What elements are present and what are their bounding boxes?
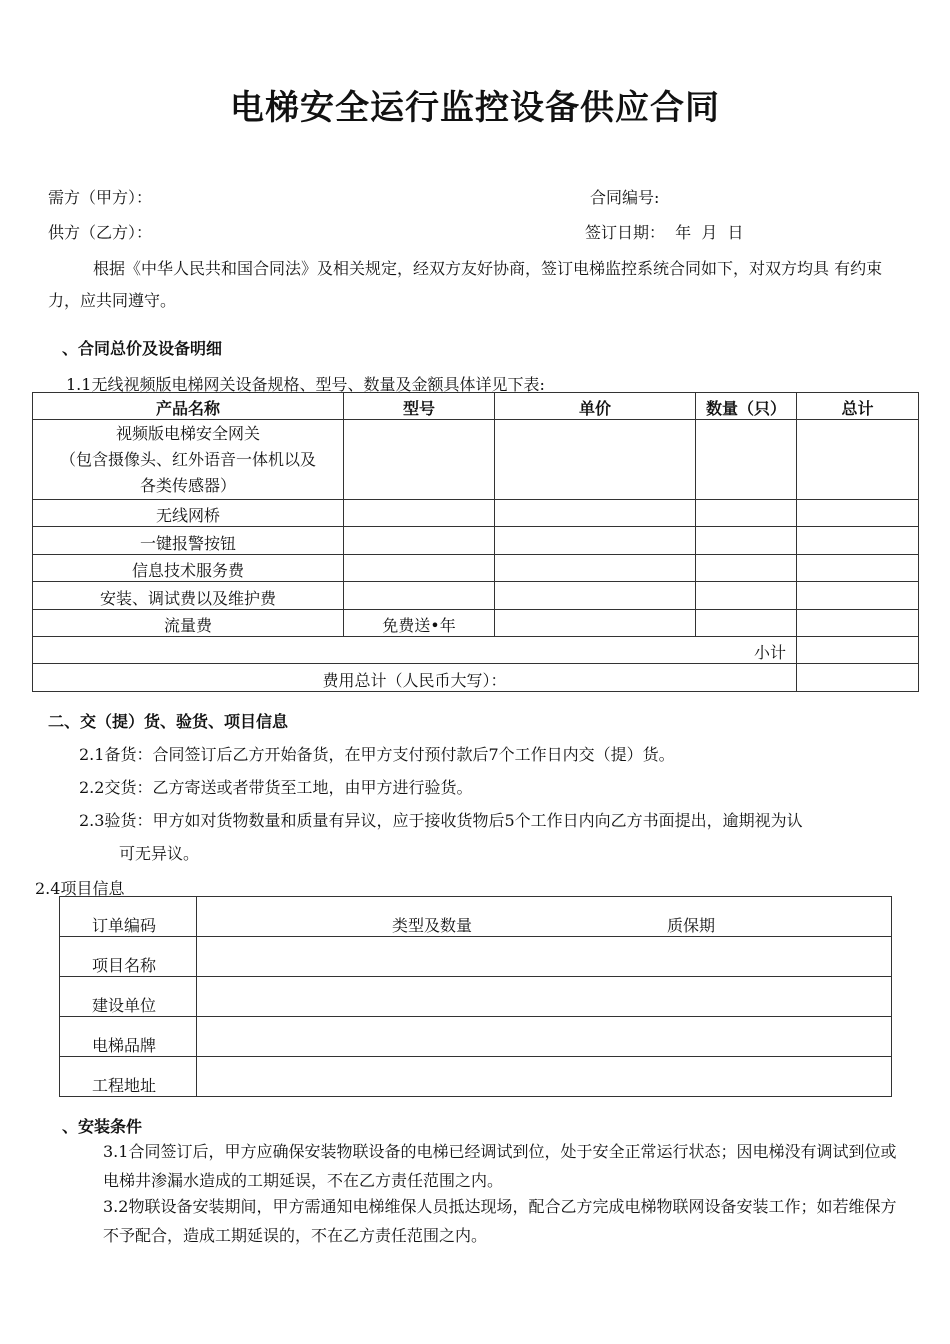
table-cell [696, 582, 797, 610]
product-name-cell: 无线网桥 [33, 500, 344, 527]
section2-heading: 二、交（提）货、验货、项目信息 [48, 712, 289, 731]
subtotal-value-cell [797, 637, 919, 664]
table-cell [797, 555, 919, 582]
table-row [33, 527, 919, 555]
table-cell [344, 500, 495, 527]
construction-unit-label: 建设单位 [60, 977, 197, 1017]
intro-paragraph: 根据《中华人民共和国合同法》及相关规定，经双方友好协商，签订电梯监控系统合同如下，对双方均具 有约束力，应共同遵守。 [48, 259, 883, 310]
elevator-brand-label: 电梯品牌 [60, 1017, 197, 1057]
table-cell [197, 1057, 892, 1097]
column-header-unit-price: 单价 [495, 393, 696, 420]
table-row [60, 937, 892, 977]
table-cell [197, 977, 892, 1017]
table-cell [696, 610, 797, 637]
table-cell [344, 420, 495, 500]
seller-label: 供方（乙方）： [48, 223, 153, 242]
subtotal-row [33, 637, 919, 664]
product-name-line: 各类传感器） [139, 475, 236, 495]
clause-3-2: 3.2物联设备安装期间，甲方需通知电梯维保人员抵达现场，配合乙方完成电梯物联网设备安装工作；如若维保方不予配合，造成工期延误的，不在乙方责任范围之内。 [103, 1197, 897, 1245]
table-cell [696, 555, 797, 582]
table-cell [696, 527, 797, 555]
table-row [33, 610, 919, 637]
product-name-cell: 安装、调试费以及维护费 [33, 582, 344, 610]
table-cell [696, 420, 797, 500]
type-quantity-label: 类型及数量 [197, 897, 668, 937]
order-code-label: 订单编码 [60, 897, 197, 937]
clause-2-2: 2.2交货：乙方寄送或者带货至工地，由甲方进行验货。 [79, 778, 473, 797]
table-cell [797, 610, 919, 637]
column-header-quantity: 数量（只） [696, 393, 797, 420]
table-cell [495, 582, 696, 610]
table-row [33, 500, 919, 527]
buyer-label: 需方（甲方）： [48, 188, 153, 207]
section1-subheading: 1.1无线视频版电梯网关设备规格、型号、数量及金额具体详见下表: [66, 375, 545, 394]
project-info-table [59, 896, 892, 1097]
model-cell: 免费送•年 [344, 610, 495, 637]
project-name-label: 项目名称 [60, 937, 197, 977]
grand-total-value-cell [797, 664, 919, 692]
grand-total-row [33, 664, 919, 692]
table-cell [797, 500, 919, 527]
grand-total-label: 费用总计（人民币大写）： [33, 664, 797, 692]
table-row [60, 1017, 892, 1057]
table-row [60, 1057, 892, 1097]
table-cell [495, 527, 696, 555]
table-row [33, 420, 919, 500]
product-name-cell [33, 420, 344, 500]
equipment-table [32, 392, 919, 692]
column-header-product: 产品名称 [33, 393, 344, 420]
table-cell [344, 527, 495, 555]
contract-number-label: 合同编号: [590, 188, 660, 207]
clause-2-1: 2.1备货：合同签订后乙方开始备货，在甲方支付预付款后7个工作日内交（提）货。 [79, 745, 675, 764]
column-header-total: 总计 [797, 393, 919, 420]
table-row [33, 582, 919, 610]
product-name-line: 视频版电梯安全网关 [115, 423, 260, 443]
project-address-label: 工程地址 [60, 1057, 197, 1097]
clause-3-1: 3.1合同签订后，甲方应确保安装物联设备的电梯已经调试到位，处于安全正常运行状态；因电梯没有调试到位或电梯井渗漏水造成的工期延误，不在乙方责任范围之内。 [103, 1142, 897, 1190]
table-cell [344, 582, 495, 610]
product-name-cell: 信息技术服务费 [33, 555, 344, 582]
table-row [60, 977, 892, 1017]
table-cell [495, 555, 696, 582]
table-cell [797, 420, 919, 500]
section1-heading: 、合同总价及设备明细 [62, 339, 223, 358]
project-info-label: 2.4项目信息 [35, 879, 125, 898]
warranty-label: 质保期 [667, 897, 892, 937]
table-cell [344, 555, 495, 582]
table-row [33, 555, 919, 582]
table-cell [495, 420, 696, 500]
sign-date-label: 签订日期： 年 月 日 [585, 223, 744, 242]
table-cell [495, 500, 696, 527]
subtotal-label: 小计 [33, 637, 797, 664]
section3-heading: 、安装条件 [62, 1117, 143, 1136]
table-cell [495, 610, 696, 637]
clause-2-3: 2.3验货：甲方如对货物数量和质量有异议，应于接收货物后5个工作日内向乙方书面提出，逾期视为认 [79, 811, 803, 830]
table-cell [197, 1017, 892, 1057]
column-header-model: 型号 [344, 393, 495, 420]
product-name-cell: 一键报警按钮 [33, 527, 344, 555]
document-title: 电梯安全运行监控设备供应合同 [230, 88, 720, 128]
table-row [60, 897, 892, 937]
product-name-cell: 流量费 [33, 610, 344, 637]
table-cell [797, 527, 919, 555]
clause-2-3-continued: 可无异议。 [119, 844, 200, 863]
table-cell [696, 500, 797, 527]
table-cell [197, 937, 892, 977]
product-name-line: （包含摄像头、红外语音一体机以及 [59, 449, 316, 469]
equipment-table-header [33, 393, 919, 420]
table-cell [797, 582, 919, 610]
